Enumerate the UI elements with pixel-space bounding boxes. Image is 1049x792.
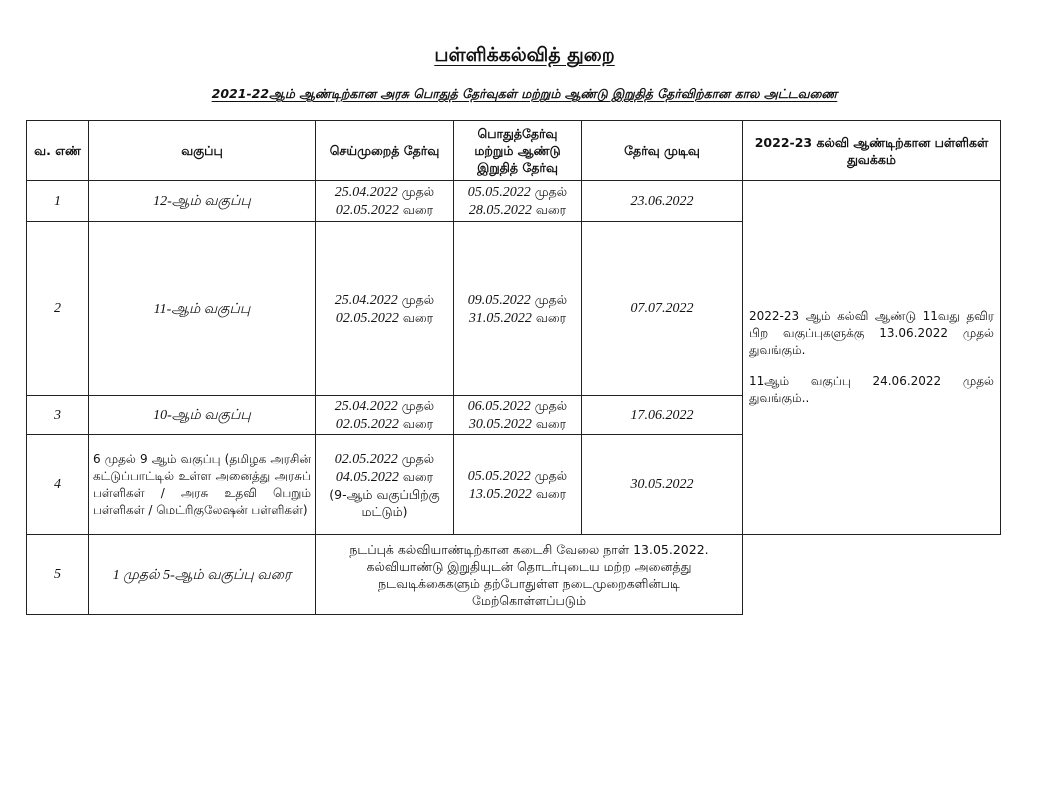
reopen-note-2: 11ஆம் வகுப்பு 24.06.2022 முதல் துவங்கும்.. (749, 374, 994, 405)
table-row (27, 535, 1001, 615)
header-sno: வ. எண் (27, 121, 89, 181)
row-public: 09.05.2022 முதல் 31.05.2022 வரை (454, 222, 582, 396)
page-title: பள்ளிக்கல்வித் துறை (434, 44, 615, 66)
row-merged-note: நடப்புக் கல்வியாண்டிற்கான கடைசி வேலை நாள் 13.05.2022. கல்வியாண்டு இறுதியுடன் தொடர்புடைய மற்ற அனைத்து நடவடிக்கைகளும் தற்போதுள்ள நடைமுறைகளின்படி மேற்கொள்ளப்படும் (316, 535, 743, 615)
reopen-note (743, 181, 1001, 535)
schedule-table (26, 120, 1001, 615)
header-class: வகுப்பு (89, 121, 316, 181)
page-subtitle: 2021-22ஆம் ஆண்டிற்கான அரசு பொதுத் தேர்வுகள் மற்றும் ஆண்டு இறுதித் தேர்விற்கான கால அட்டவணை (211, 86, 838, 101)
row-class: 10-ஆம் வகுப்பு (89, 396, 316, 435)
row-sno: 3 (27, 396, 89, 435)
row-practical: 25.04.2022 முதல் 02.05.2022 வரை (316, 222, 454, 396)
row-result: 23.06.2022 (582, 181, 743, 222)
row-class: 12-ஆம் வகுப்பு (89, 181, 316, 222)
header-reopen: 2022-23 கல்வி ஆண்டிற்கான பள்ளிகள் துவக்கம் (743, 121, 1001, 181)
row-result: 17.06.2022 (582, 396, 743, 435)
row-result: 30.05.2022 (582, 435, 743, 535)
header-result: தேர்வு முடிவு (582, 121, 743, 181)
table-row (27, 181, 1001, 222)
table-header-row (27, 121, 1001, 181)
row-public: 05.05.2022 முதல் 13.05.2022 வரை (454, 435, 582, 535)
row-practical: 25.04.2022 முதல் 02.05.2022 வரை (316, 396, 454, 435)
row-sno: 1 (27, 181, 89, 222)
row-sno: 5 (27, 535, 89, 615)
row-sno: 2 (27, 222, 89, 396)
header-practical: செய்முறைத் தேர்வு (316, 121, 454, 181)
row-practical: 25.04.2022 முதல் 02.05.2022 வரை (316, 181, 454, 222)
header-public: பொதுத்தேர்வு மற்றும் ஆண்டு இறுதித் தேர்வு (454, 121, 582, 181)
row-class: 1 முதல் 5-ஆம் வகுப்பு வரை (89, 535, 316, 615)
row-public: 06.05.2022 முதல் 30.05.2022 வரை (454, 396, 582, 435)
row-public: 05.05.2022 முதல் 28.05.2022 வரை (454, 181, 582, 222)
row-class: 11-ஆம் வகுப்பு (89, 222, 316, 396)
reopen-note-1: 2022-23 ஆம் கல்வி ஆண்டு 11வது தவிர பிற வகுப்புகளுக்கு 13.06.2022 முதல் துவங்கும். (749, 309, 994, 357)
row-sno: 4 (27, 435, 89, 535)
row-class: 6 முதல் 9 ஆம் வகுப்பு (தமிழக அரசின் கட்டுப்பாட்டில் உள்ள அனைத்து அரசுப் பள்ளிகள் / அரசு உதவி பெறும் பள்ளிகள் / மெட்ரிகுலேஷன் பள்ளிகள்) (89, 435, 316, 535)
row-result: 07.07.2022 (582, 222, 743, 396)
row-practical: 02.05.2022 முதல் 04.05.2022 வரை (9-ஆம் வகுப்பிற்கு மட்டும்) (316, 435, 454, 535)
